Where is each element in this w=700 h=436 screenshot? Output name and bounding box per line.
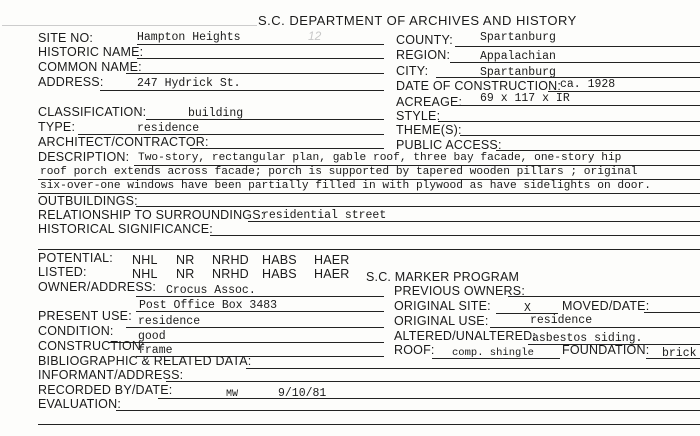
region-label: REGION: [396,48,451,62]
original-site-label: ORIGINAL SITE: [394,299,491,313]
condition-line [108,342,384,343]
present-use-label: PRESENT USE: [38,309,132,323]
classification-line [146,119,384,120]
listed-nhl: NHL [132,267,158,281]
style-line [438,121,700,122]
original-use-value: residence [530,314,593,327]
original-use-line [490,327,700,328]
historic-name-label: HISTORIC NAME: [38,45,144,59]
relationship-line [248,221,700,222]
description-line-1: Two-story, rectangular plan, gable roof, three bay facade, one-story hip [138,152,622,164]
recorded-initials: MW [226,389,239,400]
previous-owners-label: PREVIOUS OWNERS: [394,284,525,298]
owner-label: OWNER/ADDRESS: [38,280,157,294]
architect-label: ARCHITECT/CONTRACTOR: [38,135,209,149]
listed-habs: HABS [262,267,297,281]
owner-value-2: Post Office Box 3483 [139,299,278,312]
county-label: COUNTY: [396,33,453,47]
evaluation-line [116,410,700,411]
construction-value: frame [138,344,173,357]
present-use-value: residence [138,315,201,328]
listed-nrhd: NRHD [212,267,249,281]
potential-habs: HABS [262,253,297,267]
previous-owners-line [508,296,700,297]
potential-nhl: NHL [132,253,158,267]
altered-label: ALTERED/UNALTERED: [394,329,537,343]
owner-value-1: Crocus Assoc. [166,284,256,297]
address-value: 247 Hydrick St. [137,77,241,90]
acreage-line [454,105,700,106]
outbuildings-label: OUTBUILDINGS: [38,194,138,208]
historic-name-line [137,58,384,59]
county-line [455,46,700,47]
public-access-label: PUBLIC ACCESS: [396,138,502,152]
original-site-value: X [524,302,531,315]
significance-line-1 [210,235,700,236]
foundation-value: brick [662,347,697,360]
header-rule [2,25,257,26]
description-line-3: six-over-one windows have been partially filled in with plywood as have sidelights on door. [40,180,651,192]
type-value: residence [137,122,200,135]
site-no-label: SITE NO: [38,31,94,45]
site-no-line [137,44,384,45]
address-label: ADDRESS: [38,75,104,89]
type-label: TYPE: [38,120,76,134]
condition-value: good [138,330,166,343]
style-label: STYLE: [396,109,441,123]
informant-line [166,381,700,382]
recorded-line [158,398,700,399]
potential-label: POTENTIAL: [38,251,113,265]
acreage-value: 69 x 117 x IR [480,92,570,105]
recorded-label: RECORDED BY/DATE: [38,383,173,397]
listed-nr: NR [176,267,195,281]
relationship-label: RELATIONSHIP TO SURROUNDINGS: [38,208,265,222]
evaluation-label: EVALUATION: [38,397,122,411]
relationship-value: residential street [262,209,387,222]
evaluation-line-2 [38,424,700,425]
foundation-label: FOUNDATION: [562,343,650,357]
moved-date-label: MOVED/DATE: [562,299,650,313]
county-value: Spartanburg [480,31,556,44]
significance-label: HISTORICAL SIGNIFICANCE: [38,222,213,236]
significance-line-2 [38,249,700,250]
classification-value: building [188,107,244,120]
theme-line [460,135,700,136]
marker-program: S.C. MARKER PROGRAM [366,270,520,284]
foundation-line [646,358,700,359]
city-label: CITY: [396,64,429,78]
description-label: DESCRIPTION: [38,150,130,164]
architect-line [190,148,384,149]
owner-line-2 [136,311,384,312]
address-line [100,90,384,91]
potential-nrhd: NRHD [212,253,249,267]
handwritten-mark: 12 [308,29,322,43]
theme-label: THEME(S): [396,123,462,137]
region-line [450,62,700,63]
city-value: Spartanburg [480,66,556,79]
construction-label: CONSTRUCTION: [38,339,145,353]
informant-label: INFORMANT/ADDRESS: [38,368,184,382]
potential-haer: HAER [314,253,350,267]
bibliographic-line [246,368,700,369]
date-line [548,91,700,92]
classification-label: CLASSIFICATION: [38,105,147,119]
original-use-label: ORIGINAL USE: [394,314,489,328]
acreage-label: ACREAGE: [396,95,463,109]
public-access-line [496,150,700,151]
condition-label: CONDITION: [38,324,114,338]
recorded-date: 9/10/81 [278,387,327,400]
roof-line [432,358,560,359]
date-value: ca. 1928 [560,78,616,91]
owner-line-1 [136,296,384,297]
listed-label: LISTED: [38,265,87,279]
moved-date-line [644,312,700,313]
common-name-label: COMMON NAME: [38,60,142,74]
date-label: DATE OF CONSTRUCTION: [396,79,562,93]
description-line-2: roof porch extends across facade; porch is supported by tapered wooden pillars ; original [40,166,638,178]
present-use-line [126,327,384,328]
roof-label: ROOF: [394,343,435,357]
common-name-line [126,73,384,74]
site-no-value: Hampton Heights [137,31,241,44]
altered-value: asbestos siding. [532,332,643,345]
bibliographic-label: BIBLIOGRAPHIC & RELATED DATA: [38,354,252,368]
listed-haer: HAER [314,267,350,281]
outbuildings-line [136,206,700,207]
potential-nr: NR [176,253,195,267]
roof-value: comp. shingle [452,347,534,359]
form-title: S.C. DEPARTMENT OF ARCHIVES AND HISTORY [258,13,577,28]
region-value: Appalachian [480,50,556,63]
